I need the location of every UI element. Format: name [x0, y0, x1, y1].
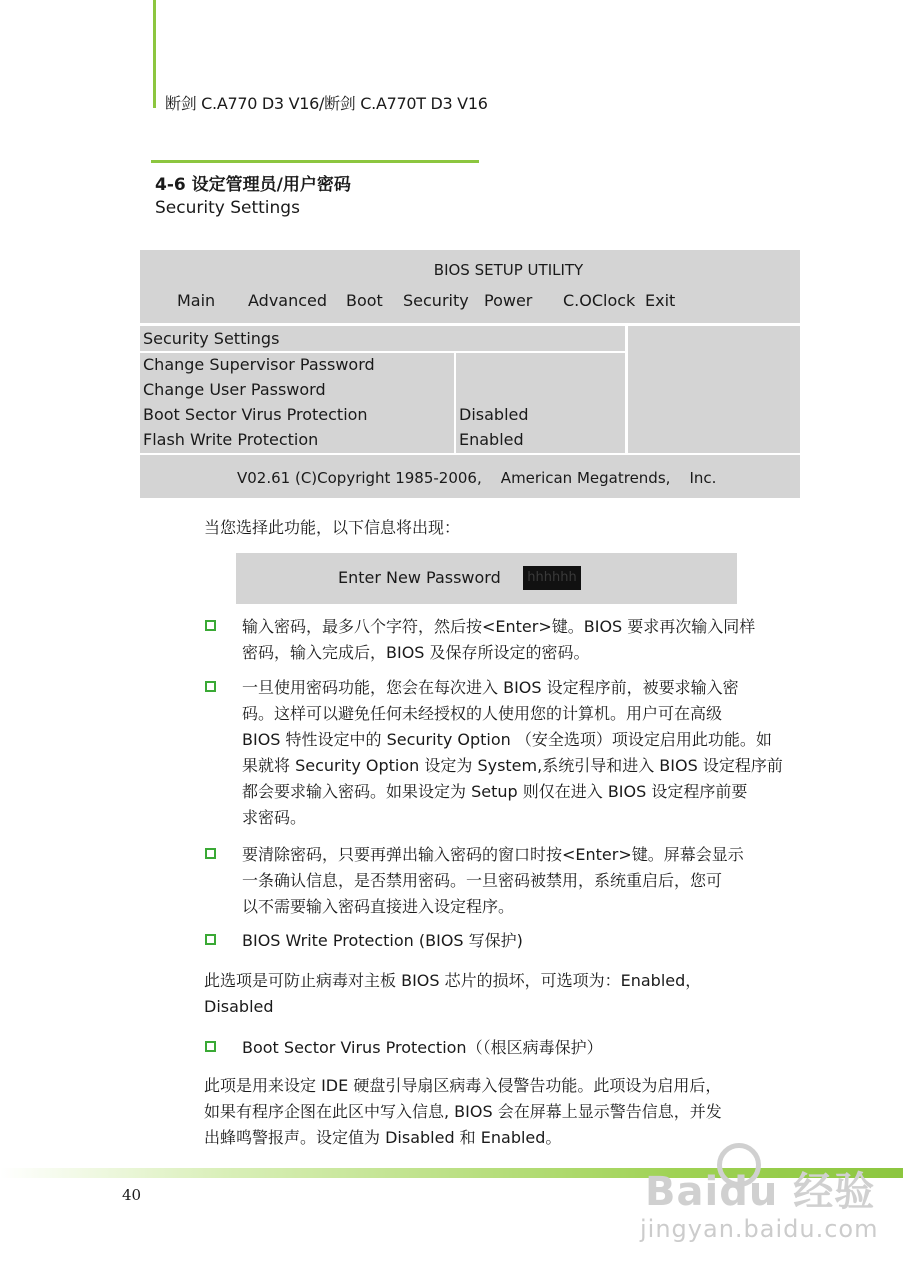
password-prompt-label: Enter New Password: [338, 568, 501, 587]
bios-row-label: Change Supervisor Password: [143, 355, 375, 374]
bios-row-label: Flash Write Protection: [143, 430, 319, 449]
bios-copyright: V02.61 (C)Copyright 1985-2006, American Megatrends, Inc.: [237, 469, 717, 487]
bios-panel-title: Security Settings: [143, 329, 280, 348]
checkbox-bullet-icon: [205, 934, 216, 945]
paragraph-line: 此选项是可防止病毒对主板 BIOS 芯片的损坏，可选项为：Enabled，: [204, 971, 702, 990]
bios-menu-main: Main: [177, 291, 216, 310]
checkbox-bullet-icon: [205, 681, 216, 692]
checkbox-bullet-icon: [205, 848, 216, 859]
paragraph-line: 此项是用来设定 IDE 硬盘引导扇区病毒入侵警告功能。此项设为启用后，: [204, 1076, 722, 1095]
bullet-line: 果就将 Security Option 设定为 System,系统引导和进入 BIOS 设定程序前: [242, 756, 783, 775]
bullet-line: 密码，输入完成后，BIOS 及保存所设定的密码。: [242, 643, 590, 662]
bios-row-label: Boot Sector Virus Protection: [143, 405, 368, 424]
bios-panel-title-bar: [140, 326, 625, 351]
intro-text: 当您选择此功能，以下信息将出现：: [204, 518, 461, 537]
left-accent-line: [153, 0, 156, 108]
bios-menu-coclock: C.OClock: [563, 291, 636, 310]
bullet-line: 要清除密码，只要再弹出输入密码的窗口时按<Enter>键。屏幕会显示: [242, 845, 744, 864]
bullet-line: Boot Sector Virus Protection（（根区病毒保护）: [242, 1038, 603, 1057]
bullet-line: 都会要求输入密码。如果设定为 Setup 则仅在进入 BIOS 设定程序前要: [242, 782, 748, 801]
bullet-line: 以不需要输入密码直接进入设定程序。: [242, 897, 515, 916]
bullet-line: 一旦使用密码功能，您会在每次进入 BIOS 设定程序前，被要求输入密: [242, 678, 739, 697]
section-title: 4-6 设定管理员/用户密码: [155, 175, 351, 195]
bullet-line: BIOS 特性设定中的 Security Option （安全选项）项设定启用此功能。如: [242, 730, 772, 749]
paragraph-line: 出蜂鸣警报声。设定值为 Disabled 和 Enabled。: [204, 1128, 562, 1147]
bios-row-value: Enabled: [459, 430, 524, 449]
bullet-line: 求密码。: [242, 808, 307, 827]
bullet-line: 码。这样可以避免任何未经授权的人使用您的计算机。用户可在高级: [242, 704, 723, 723]
page-number: 40: [122, 1186, 142, 1204]
running-head: 断剑 C.A770 D3 V16/断剑 C.A770T D3 V16: [165, 94, 488, 113]
paragraph-line: 如果有程序企图在此区中写入信息, BIOS 会在屏幕上显示警告信息，并发: [204, 1102, 722, 1121]
password-mask: hhhhhh: [523, 566, 581, 590]
paragraph-line: Disabled: [204, 997, 274, 1016]
bios-title: BIOS SETUP UTILITY: [433, 261, 584, 279]
bios-screenshot: [140, 250, 800, 498]
watermark-url: jingyan.baidu.com: [640, 1215, 879, 1243]
bios-header: [140, 250, 800, 323]
section-rule: [151, 160, 479, 163]
checkbox-bullet-icon: [205, 1041, 216, 1052]
bios-help-panel: [628, 326, 800, 453]
bullet-line: 一条确认信息，是否禁用密码。一旦密码被禁用，系统重启后，您可: [242, 871, 723, 890]
bios-footer: [140, 455, 800, 498]
password-prompt-box: [236, 553, 737, 604]
bios-row-value: Disabled: [459, 405, 529, 424]
bullet-line: 输入密码，最多八个字符，然后按<Enter>键。BIOS 要求再次输入同样: [242, 617, 756, 636]
bios-labels-panel: [140, 353, 454, 453]
bios-menu-boot: Boot: [346, 291, 383, 310]
bios-menu-exit: Exit: [645, 291, 676, 310]
section-subtitle: Security Settings: [155, 198, 300, 218]
bios-menu-advanced: Advanced: [248, 291, 328, 310]
watermark-logo: Baidu 经验: [645, 1169, 876, 1215]
bios-menu-power: Power: [484, 291, 533, 310]
bullet-line: BIOS Write Protection (BIOS 写保护): [242, 931, 523, 950]
bios-menu-security: Security: [403, 291, 469, 310]
checkbox-bullet-icon: [205, 620, 216, 631]
bios-row-label: Change User Password: [143, 380, 326, 399]
